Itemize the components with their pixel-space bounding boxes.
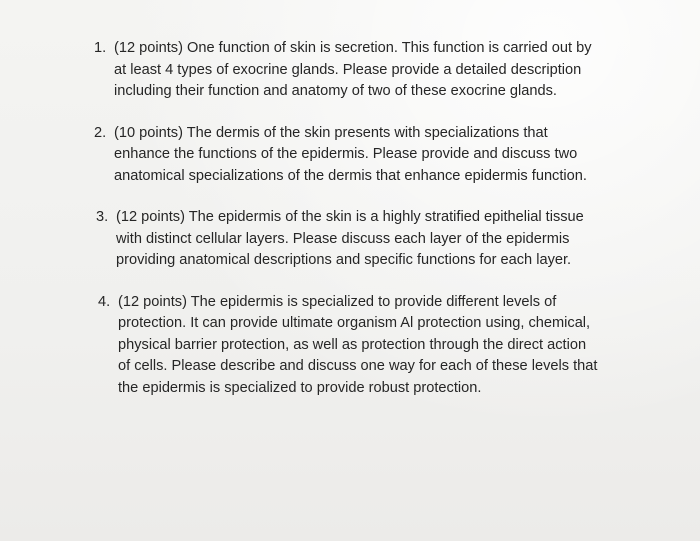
question-text-line: of cells. Please describe and discuss one way for each of these levels that	[118, 358, 598, 374]
question-text-line: the epidermis is specialized to provide robust protection.	[118, 379, 482, 396]
question-text-line: enhance the functions of the epidermis. Please provide and discuss two	[114, 146, 578, 162]
question-text-line: at least 4 types of exocrine glands. Please provide a detailed description	[114, 61, 582, 78]
question-text-line: providing anatomical descriptions and specific functions for each layer.	[116, 252, 572, 268]
question-text-line: (10 points) The dermis of the skin presents with specializations that	[114, 124, 548, 141]
question-number: 4.	[98, 293, 111, 310]
question-text-line: with distinct cellular layers. Please discuss each layer of the epidermis	[116, 230, 570, 247]
question-4	[90, 292, 626, 400]
question-1	[86, 38, 626, 103]
question-list	[86, 38, 626, 419]
question-3	[88, 207, 626, 272]
question-text-line: (12 points) The epidermis of the skin is a highly stratified epithelial tissue	[116, 209, 584, 225]
question-text-line: anatomical specializations of the dermis that enhance epidermis function.	[114, 167, 587, 184]
question-number: 1.	[94, 40, 107, 56]
question-text-line: physical barrier protection, as well as protection through the direct action	[118, 336, 587, 353]
question-number: 2.	[94, 124, 107, 141]
question-text-line: (12 points) The epidermis is specialized to provide different levels of	[118, 293, 557, 310]
question-text-line: including their function and anatomy of two of these exocrine glands.	[114, 83, 557, 99]
question-text-line: protection. It can provide ultimate organism Al protection using, chemical,	[118, 315, 591, 331]
question-number: 3.	[96, 209, 109, 225]
question-text-line: (12 points) One function of skin is secretion. This function is carried out by	[114, 40, 592, 56]
question-2	[86, 123, 626, 188]
